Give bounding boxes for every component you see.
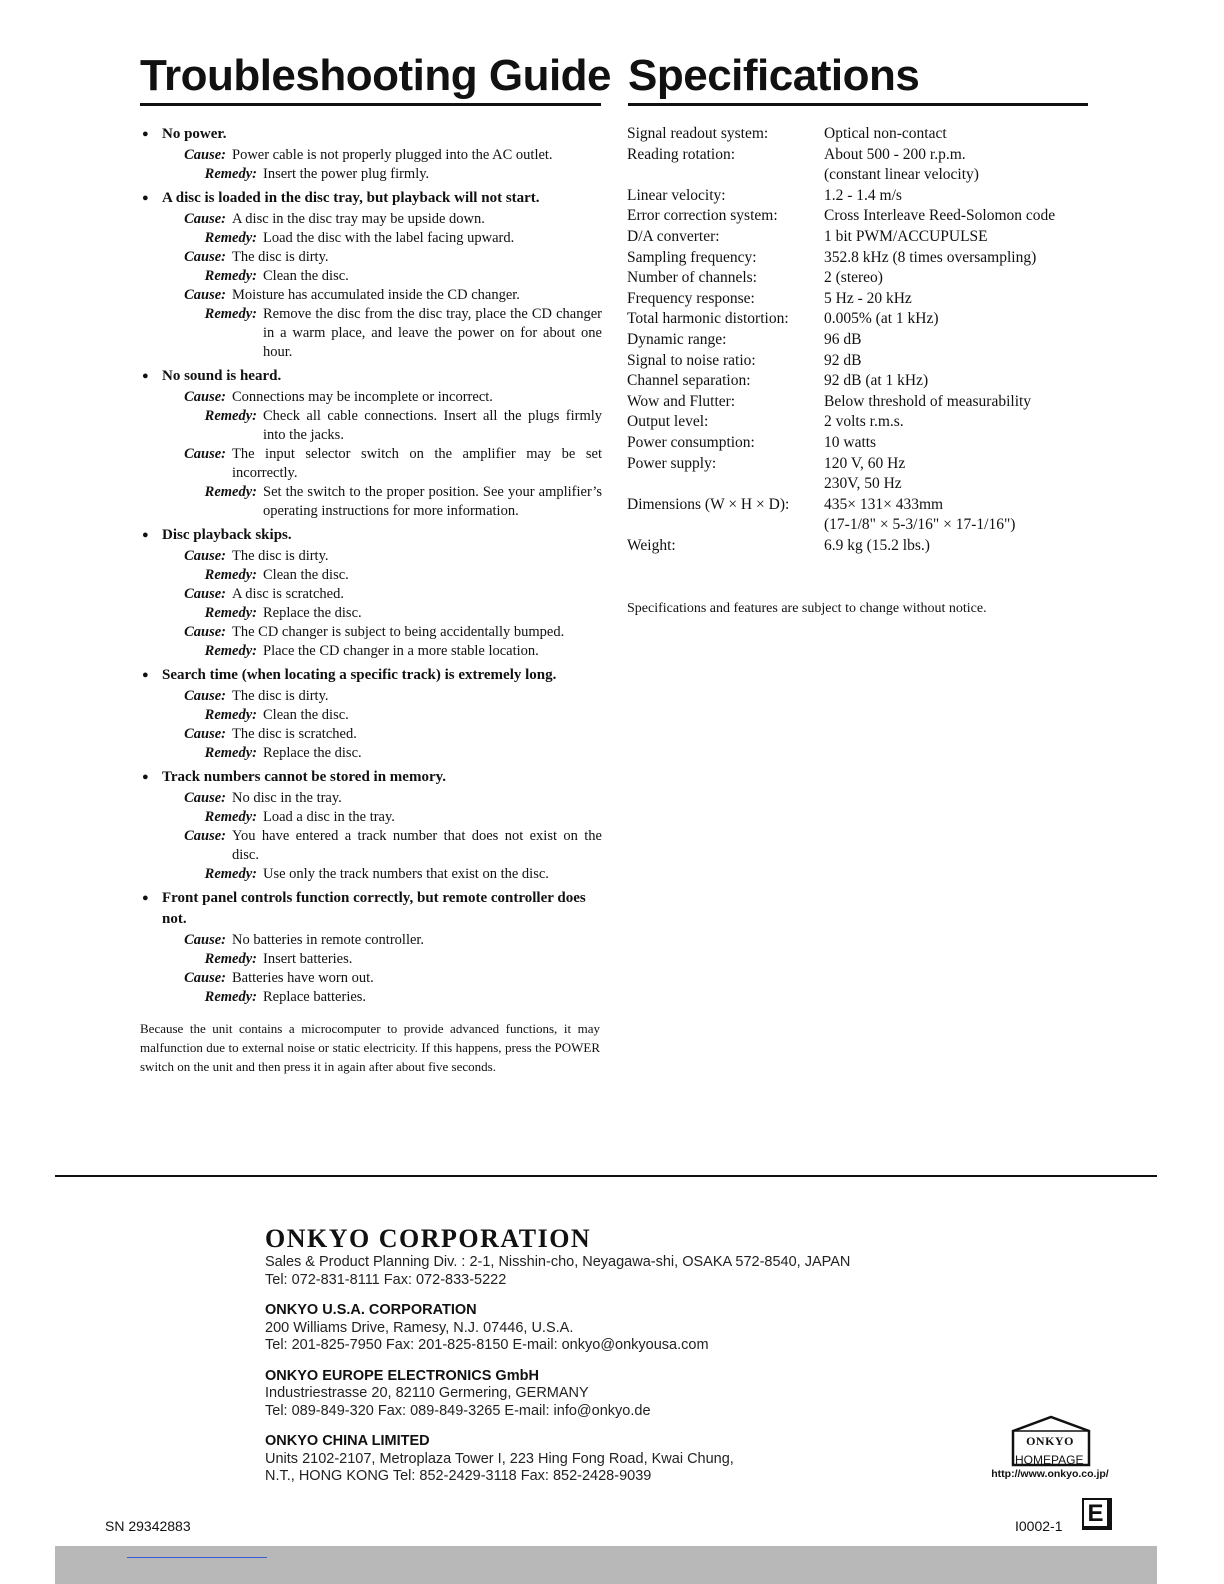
problem-title xyxy=(140,188,602,209)
office-line: Tel: 201-825-7950 Fax: 201-825-8150 E-mail: onkyo@onkyousa.com xyxy=(265,1337,709,1353)
cause-label: Cause: xyxy=(184,828,226,844)
spec-label xyxy=(627,474,824,495)
remedy-line xyxy=(140,407,602,445)
spec-value: 1.2 - 1.4 m/s xyxy=(824,186,902,204)
troubleshooting-heading-rule xyxy=(140,103,601,106)
spec-value: 6.9 kg (15.2 lbs.) xyxy=(824,536,930,554)
remedy-text: Replace batteries. xyxy=(263,989,367,1005)
spec-value: (constant linear velocity) xyxy=(824,166,979,184)
spec-value: 5 Hz - 20 kHz xyxy=(824,289,912,307)
cause-line xyxy=(140,547,602,566)
office-line: 200 Williams Drive, Ramesy, N.J. 07446, U.S.A. xyxy=(265,1319,574,1336)
remedy-label: Remedy: xyxy=(204,484,257,500)
spec-row xyxy=(627,351,1055,372)
remedy-line xyxy=(140,165,602,184)
cause-line xyxy=(140,445,602,483)
problem-item xyxy=(140,188,602,362)
cause-line xyxy=(140,248,602,267)
corporation-logo: ONKYO CORPORATION xyxy=(265,1224,592,1253)
remedy-label: Remedy: xyxy=(204,866,257,882)
spec-label: Linear velocity: xyxy=(627,186,726,204)
problem-item xyxy=(140,366,602,521)
remedy-text: Check all cable connections. Insert all the plugs firmly into the jacks. xyxy=(263,408,602,443)
cause-text: You have entered a track number that does not exist on the disc. xyxy=(232,828,602,863)
cause-line xyxy=(140,827,602,865)
remedy-label: Remedy: xyxy=(204,567,257,583)
spec-value: About 500 - 200 r.p.m. xyxy=(824,145,966,163)
cause-line xyxy=(140,286,602,305)
spec-row xyxy=(627,474,1055,495)
spec-value: Cross Interleave Reed-Solomon code xyxy=(824,207,1056,225)
spec-label xyxy=(627,165,824,186)
remedy-label: Remedy: xyxy=(204,809,257,825)
bullet-icon: ● xyxy=(142,529,149,541)
spec-row xyxy=(627,124,1055,145)
problem-title-text: Front panel controls function correctly, but remote controller does not. xyxy=(162,890,586,927)
spec-label xyxy=(627,515,824,536)
problem-item xyxy=(140,767,602,884)
spec-value: Below threshold of measurability xyxy=(824,392,1032,410)
spec-label: Frequency response: xyxy=(627,289,755,307)
hq-phone-line: Tel: 072-831-8111 Fax: 072-833-5222 xyxy=(265,1271,507,1288)
bottom-link-underline xyxy=(127,1557,267,1558)
homepage-url[interactable]: http://www.onkyo.co.jp/ xyxy=(991,1468,1109,1480)
cause-text: The input selector switch on the amplifier may be set incorrectly. xyxy=(232,446,602,481)
remedy-line xyxy=(140,744,602,763)
spec-row xyxy=(627,145,1055,166)
cause-text: The disc is dirty. xyxy=(232,548,329,564)
remedy-text: Clean the disc. xyxy=(263,268,349,284)
cause-text: No disc in the tray. xyxy=(232,790,342,806)
remedy-label: Remedy: xyxy=(204,707,257,723)
cause-text: Moisture has accumulated inside the CD changer. xyxy=(232,287,520,303)
troubleshooting-problems xyxy=(140,124,602,1007)
spec-value: 10 watts xyxy=(824,433,877,451)
office-line: Tel: 089-849-320 Fax: 089-849-3265 E-mail: info@onkyo.de xyxy=(265,1402,651,1419)
spec-row xyxy=(627,186,1055,207)
cause-text: Batteries have worn out. xyxy=(232,970,374,986)
cause-label: Cause: xyxy=(184,249,226,265)
remedy-label: Remedy: xyxy=(204,166,257,182)
remedy-text: Clean the disc. xyxy=(263,567,349,583)
spec-label: Number of channels: xyxy=(627,269,757,287)
cause-line xyxy=(140,210,602,229)
spec-row xyxy=(627,227,1055,248)
cause-text: A disc in the disc tray may be upside down. xyxy=(232,211,485,227)
spec-label: Reading rotation: xyxy=(627,145,736,163)
cause-text: Power cable is not properly plugged into the AC outlet. xyxy=(232,147,553,163)
cause-text: The disc is dirty. xyxy=(232,688,329,704)
cause-line xyxy=(140,789,602,808)
cause-line xyxy=(140,388,602,407)
office-line: N.T., HONG KONG Tel: 852-2429-3118 Fax: 852-2428-9039 xyxy=(265,1468,652,1484)
spec-label: Dynamic range: xyxy=(627,330,727,348)
spec-label: Weight: xyxy=(627,536,676,554)
specifications-table xyxy=(627,124,1055,556)
remedy-line xyxy=(140,988,602,1007)
bullet-icon: ● xyxy=(142,370,149,382)
remedy-label: Remedy: xyxy=(204,306,257,322)
office-block xyxy=(265,1433,850,1486)
cause-label: Cause: xyxy=(184,624,226,640)
cause-label: Cause: xyxy=(184,586,226,602)
remedy-line xyxy=(140,642,602,661)
homepage-label: HOMEPAGE xyxy=(1015,1453,1084,1467)
office-block xyxy=(265,1302,850,1355)
spec-label: Dimensions (W × H × D): xyxy=(627,495,790,513)
remedy-line xyxy=(140,566,602,585)
cause-line xyxy=(140,146,602,165)
office-name: ONKYO EUROPE ELECTRONICS GmbH xyxy=(265,1367,539,1384)
spec-row xyxy=(627,309,1055,330)
problem-title xyxy=(140,366,602,387)
problem-title xyxy=(140,525,602,546)
remedy-line xyxy=(140,950,602,969)
bullet-icon: ● xyxy=(142,669,149,681)
spec-value: 92 dB (at 1 kHz) xyxy=(824,372,929,390)
specifications-rows xyxy=(627,124,1055,556)
remedy-line xyxy=(140,706,602,725)
cause-label: Cause: xyxy=(184,211,226,227)
cause-line xyxy=(140,931,602,950)
specifications-note: Specifications and features are subject to change without notice. xyxy=(627,601,987,616)
remedy-text: Insert the power plug firmly. xyxy=(263,166,430,182)
spec-label: Total harmonic distortion: xyxy=(627,310,789,328)
spec-row xyxy=(627,392,1055,413)
specifications-heading-rule xyxy=(628,103,1088,106)
cause-line xyxy=(140,725,602,744)
cause-label: Cause: xyxy=(184,446,226,462)
spec-label: Wow and Flutter: xyxy=(627,392,736,410)
problem-title-text: Disc playback skips. xyxy=(162,527,292,543)
homepage-logo: ONKYO xyxy=(1026,1434,1074,1448)
remedy-label: Remedy: xyxy=(204,745,257,761)
cause-line xyxy=(140,585,602,604)
remedy-line xyxy=(140,865,602,884)
spec-value: 352.8 kHz (8 times oversampling) xyxy=(824,248,1037,266)
problem-title-text: No power. xyxy=(162,126,227,142)
remedy-text: Place the CD changer in a more stable location. xyxy=(263,643,539,659)
cause-text: The disc is scratched. xyxy=(232,726,357,742)
cause-label: Cause: xyxy=(184,970,226,986)
cause-label: Cause: xyxy=(184,688,226,704)
spec-label: Error correction system: xyxy=(627,207,778,225)
remedy-line xyxy=(140,483,602,521)
cause-line xyxy=(140,969,602,988)
regional-offices xyxy=(265,1302,850,1486)
problem-title xyxy=(140,767,602,788)
spec-value: 2 (stereo) xyxy=(824,269,883,287)
cause-label: Cause: xyxy=(184,287,226,303)
specifications-heading: Specifications xyxy=(628,51,920,100)
bullet-icon: ● xyxy=(142,892,149,904)
cause-text: The disc is dirty. xyxy=(232,249,329,265)
remedy-label: Remedy: xyxy=(204,268,257,284)
spec-row xyxy=(627,454,1055,475)
spec-value: (17-1/8" × 5-3/16" × 17-1/16") xyxy=(824,516,1016,534)
remedy-text: Load a disc in the tray. xyxy=(263,809,395,825)
hq-address-line: Sales & Product Planning Div. : 2-1, Nisshin-cho, Neyagawa-shi, OSAKA 572-8540, JAPAN xyxy=(265,1254,851,1270)
troubleshooting-list xyxy=(140,124,602,1076)
cause-label: Cause: xyxy=(184,147,226,163)
spec-value: 96 dB xyxy=(824,330,862,348)
spec-value: 0.005% (at 1 kHz) xyxy=(824,310,939,328)
spec-row xyxy=(627,165,1055,186)
footer-divider xyxy=(55,1175,1157,1177)
remedy-text: Use only the track numbers that exist on the disc. xyxy=(263,866,549,882)
remedy-text: Replace the disc. xyxy=(263,745,362,761)
cause-text: No batteries in remote controller. xyxy=(232,932,425,948)
spec-value: 230V, 50 Hz xyxy=(824,475,902,493)
language-mark: E xyxy=(1082,1498,1112,1530)
office-name: ONKYO U.S.A. CORPORATION xyxy=(265,1302,477,1318)
cause-text: A disc is scratched. xyxy=(232,586,344,602)
spec-row xyxy=(627,268,1055,289)
remedy-text: Insert batteries. xyxy=(263,951,353,967)
remedy-line xyxy=(140,305,602,362)
bullet-icon: ● xyxy=(142,128,149,140)
remedy-text: Load the disc with the label facing upward. xyxy=(263,230,515,246)
office-name: ONKYO CHINA LIMITED xyxy=(265,1433,430,1449)
cause-text: Connections may be incomplete or incorrect. xyxy=(232,389,493,405)
remedy-label: Remedy: xyxy=(204,605,257,621)
footer-contacts xyxy=(265,1224,850,1486)
bullet-icon: ● xyxy=(142,192,149,204)
remedy-text: Clean the disc. xyxy=(263,707,349,723)
spec-label: Channel separation: xyxy=(627,372,751,390)
cause-label: Cause: xyxy=(184,548,226,564)
problem-title xyxy=(140,124,602,145)
cause-label: Cause: xyxy=(184,726,226,742)
problem-item xyxy=(140,665,602,763)
cause-line xyxy=(140,623,602,642)
serial-number: SN 29342883 xyxy=(105,1518,191,1534)
spec-value: 92 dB xyxy=(824,351,862,369)
office-line: Units 2102-2107, Metroplaza Tower I, 223 Hing Fong Road, Kwai Chung, xyxy=(265,1450,734,1467)
spec-row xyxy=(627,536,1055,557)
spec-row xyxy=(627,371,1055,392)
spec-row xyxy=(627,248,1055,269)
cause-text: The CD changer is subject to being accidentally bumped. xyxy=(232,624,565,640)
cause-label: Cause: xyxy=(184,790,226,806)
remedy-line xyxy=(140,267,602,286)
remedy-text: Remove the disc from the disc tray, place the CD changer in a warm place, and leave the power on for about one hour. xyxy=(263,306,602,360)
spec-label: Output level: xyxy=(627,413,709,431)
spec-row xyxy=(627,495,1055,516)
office-line: Industriestrasse 20, 82110 Germering, GERMANY xyxy=(265,1385,589,1401)
spec-row xyxy=(627,206,1055,227)
spec-row xyxy=(627,412,1055,433)
spec-label: Power consumption: xyxy=(627,433,755,451)
problem-title xyxy=(140,665,602,686)
problem-title-text: Search time (when locating a specific track) is extremely long. xyxy=(162,667,557,683)
office-block xyxy=(265,1368,850,1421)
spec-label: D/A converter: xyxy=(627,227,720,245)
remedy-line xyxy=(140,604,602,623)
problem-title-text: Track numbers cannot be stored in memory. xyxy=(162,769,447,785)
remedy-text: Replace the disc. xyxy=(263,605,362,621)
spec-label: Signal readout system: xyxy=(627,125,769,142)
spec-value: 120 V, 60 Hz xyxy=(824,454,906,472)
spec-value: 435× 131× 433mm xyxy=(824,495,944,513)
spec-row xyxy=(627,515,1055,536)
remedy-label: Remedy: xyxy=(204,230,257,246)
spec-value: 1 bit PWM/ACCUPULSE xyxy=(824,227,988,245)
problem-item xyxy=(140,525,602,661)
remedy-text: Set the switch to the proper position. See your amplifier’s operating instructions for more information. xyxy=(263,484,602,519)
cause-line xyxy=(140,687,602,706)
document-code: I0002-1 xyxy=(1015,1518,1063,1534)
problem-item xyxy=(140,124,602,184)
spec-row xyxy=(627,330,1055,351)
remedy-label: Remedy: xyxy=(204,408,257,424)
troubleshooting-heading: Troubleshooting Guide xyxy=(140,51,612,100)
cause-label: Cause: xyxy=(184,932,226,948)
cause-label: Cause: xyxy=(184,389,226,405)
problem-title-text: A disc is loaded in the disc tray, but playback will not start. xyxy=(162,190,540,206)
spec-value: 2 volts r.m.s. xyxy=(824,413,904,431)
homepage-badge[interactable] xyxy=(983,1415,1117,1485)
troubleshooting-note: Because the unit contains a microcomputer to provide advanced functions, it may malfunction due to external noise or static electricity. If this happens, press the POWER switch on the unit and then press it in again after about five seconds. xyxy=(140,1021,600,1074)
problem-title-text: No sound is heard. xyxy=(162,368,282,384)
remedy-label: Remedy: xyxy=(204,951,257,967)
remedy-line xyxy=(140,229,602,248)
bullet-icon: ● xyxy=(142,771,149,783)
problem-item xyxy=(140,888,602,1007)
scan-bottom-bar xyxy=(55,1546,1157,1584)
spec-label: Power supply: xyxy=(627,454,717,472)
problem-title xyxy=(140,888,602,930)
spec-label: Signal to noise ratio: xyxy=(627,351,756,369)
spec-row xyxy=(627,289,1055,310)
remedy-label: Remedy: xyxy=(204,643,257,659)
spec-value: Optical non-contact xyxy=(824,125,947,142)
remedy-line xyxy=(140,808,602,827)
spec-label: Sampling frequency: xyxy=(627,248,757,266)
spec-row xyxy=(627,433,1055,454)
remedy-label: Remedy: xyxy=(204,989,257,1005)
